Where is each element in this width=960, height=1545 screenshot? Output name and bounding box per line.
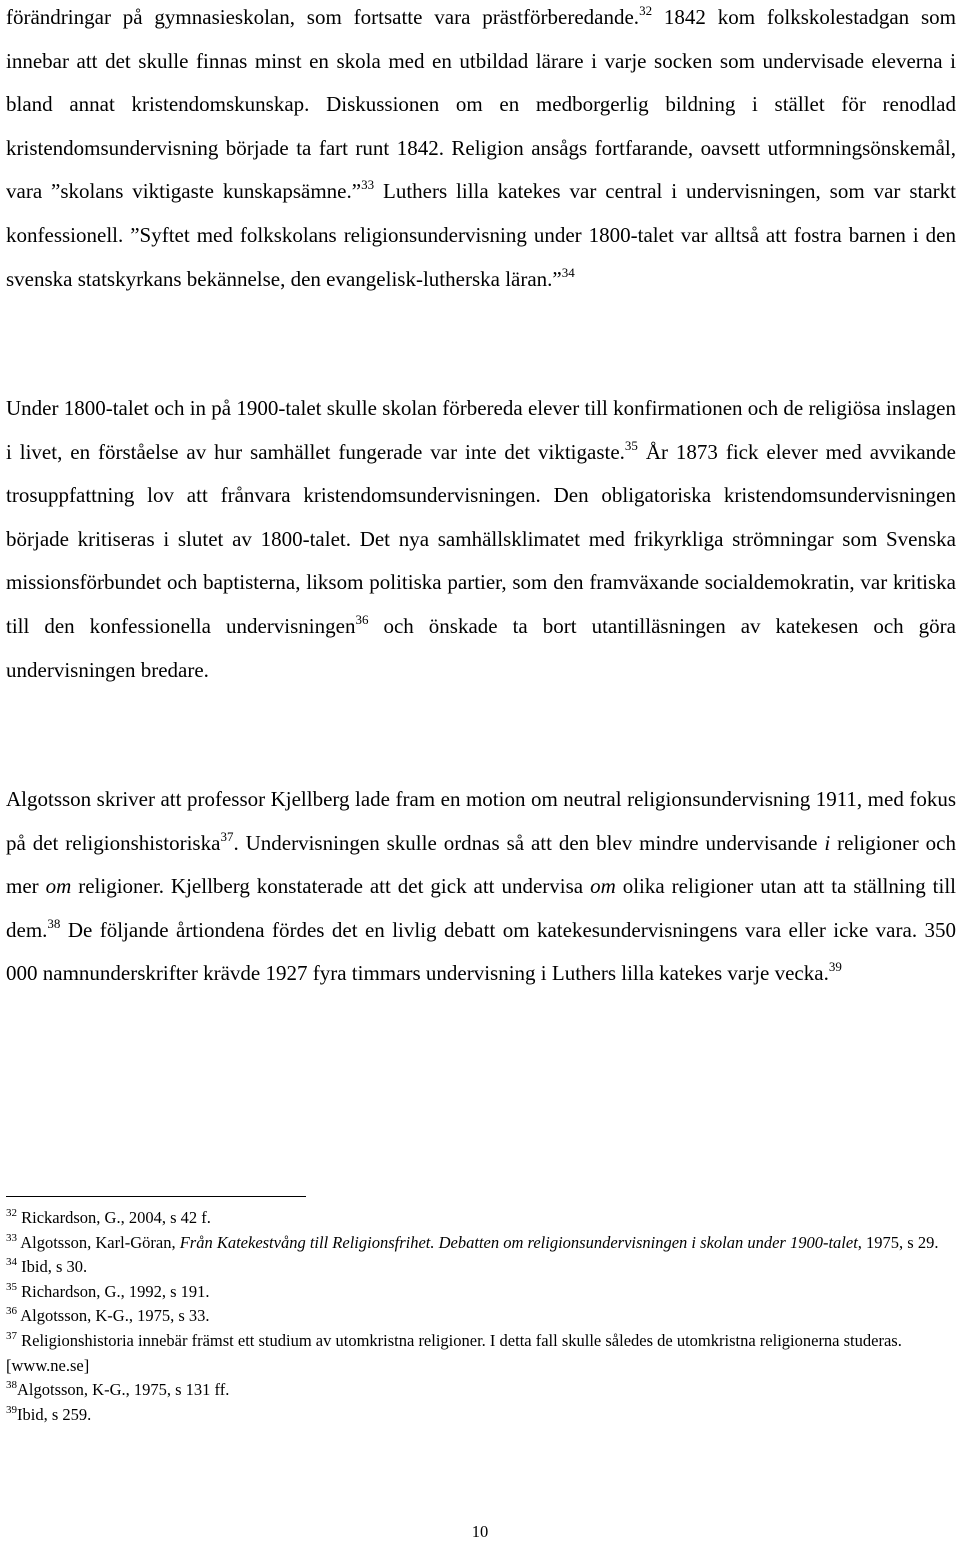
footnote-text: Algotsson, K-G., 1975, s 131 ff. xyxy=(17,1380,230,1400)
italic-word: om xyxy=(590,874,616,899)
text-span: Algotsson skriver att professor Kjellberg lade fram en motion om neutral religionsundervisning 1911, med fokus på det religionshistoriska xyxy=(6,787,956,855)
footnote-number: 32 xyxy=(6,1207,17,1219)
footnotes xyxy=(6,1206,956,1427)
footnote-ref: 38 xyxy=(47,915,61,931)
footnote-33 xyxy=(6,1231,956,1256)
text-span: . Undervisningen skulle ordnas så att den blev mindre undervisande xyxy=(233,830,825,855)
footnote-number: 35 xyxy=(6,1280,17,1293)
footnote-text: , 1975, s 29. xyxy=(857,1232,939,1252)
footnote-37 xyxy=(6,1329,956,1378)
paragraph-3 xyxy=(6,778,956,996)
footnote-36 xyxy=(6,1304,956,1329)
footnote-text: Algotsson, Karl-Göran, xyxy=(17,1232,180,1252)
text-span: Luthers lilla katekes var central i undervisningen, som var starkt konfessionell. ”Syftet med folkskolans religionsundervisning under 1800-talet var alltså att fostra barnen i den svenska statskyrkans bekännelse, den evangelisk-lutherska läran.” xyxy=(6,179,956,291)
footnote-text: Ibid, s 259. xyxy=(17,1404,92,1424)
text-span: År 1873 fick elever med avvikande trosuppfattning lov att frånvara kristendomsundervisningen. Den obligatoriska kristendomsundervisningen började kritiseras i slutet av 1800-talet. Det nya samhällsklimatet med frikyrkliga strömningar som Svenska missionsförbundet och baptisterna, liksom politiska partier, som den framväxande socialdemokratin, var kritiska till den konfessionella undervisningen xyxy=(6,439,956,638)
text-span: Under 1800-talet och in på 1900-talet skulle skolan förbereda elever till konfirmationen och de religiösa inslagen i livet, en förståelse av hur samhället fungerade var inte det viktigaste. xyxy=(6,396,956,464)
footnote-39 xyxy=(6,1403,956,1428)
footnote-ref: 39 xyxy=(828,959,842,975)
footnote-number: 38 xyxy=(6,1379,17,1392)
footnote-title: Från Katekestvång till Religionsfrihet. Debatten om religionsundervisningen i skolan under 1900-talet xyxy=(179,1232,858,1252)
footnote-text: Ibid, s 30. xyxy=(17,1257,88,1277)
text-span: förändringar på gymnasieskolan, som fortsatte vara prästförberedande. xyxy=(6,5,640,29)
footnote-ref: 32 xyxy=(639,3,653,18)
footnote-ref: 36 xyxy=(355,611,369,627)
footnote-ref: 35 xyxy=(624,437,638,453)
footnote-38 xyxy=(6,1378,956,1403)
paragraph-1 xyxy=(6,0,956,301)
footnote-35 xyxy=(6,1280,956,1305)
footnote-ref: 33 xyxy=(361,177,375,193)
italic-word: i xyxy=(824,830,831,855)
footnote-text: Rickardson, G., 2004, s 42 f. xyxy=(17,1208,211,1227)
paragraph-2 xyxy=(6,387,956,692)
footnote-separator xyxy=(6,1196,306,1197)
footnote-text: Algotsson, K-G., 1975, s 33. xyxy=(17,1306,210,1326)
text-span: 1842 kom folkskolestadgan som innebar att det skulle finnas minst en skola med en utbildad lärare i varje socken som undervisade eleverna i bland annat kristendomskunskap. Diskussionen om en medborgerlig bildning i stället för renodlad kristendomsundervisning började ta fart runt 1842. Religion ansågs fortfarande, oavsett utformningsönskemål, vara ”skolans viktigaste kunskapsämne.” xyxy=(6,5,957,204)
footnote-number: 36 xyxy=(6,1305,17,1318)
page-number: 10 xyxy=(471,1522,489,1541)
footnote-number: 34 xyxy=(6,1256,17,1269)
footnote-text: Religionshistoria innebär främst ett studium av utomkristna religioner. I detta fall skulle således de utomkristna religionerna studeras. [www.ne.se] xyxy=(6,1330,902,1375)
footnote-number: 33 xyxy=(6,1231,17,1244)
footnote-text: Richardson, G., 1992, s 191. xyxy=(17,1281,210,1301)
text-span: religioner och mer xyxy=(6,830,956,899)
footnote-34 xyxy=(6,1255,956,1280)
footnote-number: 39 xyxy=(6,1403,17,1416)
text-span: religioner. Kjellberg konstaterade att det gick att undervisa xyxy=(71,874,591,899)
text-span: De följande årtiondena fördes det en livlig debatt om katekesundervisningens vara eller icke vara. 350 000 namnunderskrifter krävde 1927 fyra timmars undervisning i Luthers lilla katekes varje vecka. xyxy=(6,917,956,986)
footnote-32 xyxy=(6,1206,956,1231)
text-span: och önskade ta bort utantilläsningen av katekesen och göra undervisningen bredare. xyxy=(6,613,956,682)
footnote-ref: 37 xyxy=(220,828,234,844)
footnote-ref: 34 xyxy=(561,264,575,280)
footnote-number: 37 xyxy=(6,1329,17,1342)
text-span: olika religioner utan att ta ställning till dem. xyxy=(6,874,956,942)
italic-word: om xyxy=(45,874,72,899)
